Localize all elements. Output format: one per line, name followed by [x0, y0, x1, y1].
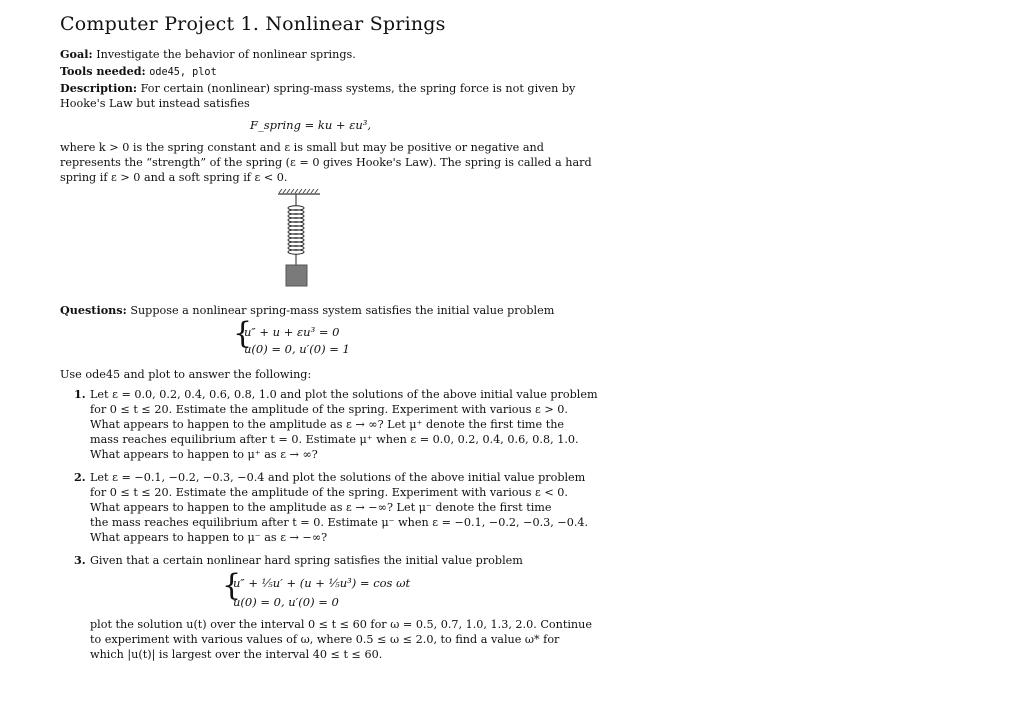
item-3-after-line-3: which |u(t)| is largest over the interval 40 ≤ t ≤ 60. [90, 648, 383, 661]
where-line-3: spring if ε > 0 and a soft spring if ε < 0. [60, 171, 288, 184]
item-1-line-2: for 0 ≤ t ≤ 20. Estimate the amplitude of the spring. Experiment with various ε > 0. [90, 403, 568, 416]
item-2-line-4: the mass reaches equilibrium after t = 0. Estimate μ⁻ when ε = −0.1, −0.2, −0.3, −0.4. [90, 516, 589, 529]
item-1-line-1: Let ε = 0.0, 0.2, 0.4, 0.6, 0.8, 1.0 and plot the solutions of the above initial value problem [90, 388, 598, 401]
ivp1-line-1: u″ + u + εu³ = 0 [244, 325, 340, 339]
questions-text: Suppose a nonlinear spring-mass system satisfies the initial value problem [130, 304, 555, 317]
page-title: Computer Project 1. Nonlinear Springs [60, 13, 446, 35]
ivp2-brace: { [222, 568, 242, 603]
item-3-number: 3. [74, 553, 86, 567]
spring-mass-figure [275, 188, 323, 290]
where-line-2: represents the “strength” of the spring (ε = 0 gives Hooke's Law). The spring is called a hard [60, 156, 592, 169]
item-3-after-line-1: plot the solution u(t) over the interval 0 ≤ t ≤ 60 for ω = 0.5, 0.7, 1.0, 1.3, 2.0. Continue [90, 618, 592, 631]
item-2-line-3: What appears to happen to the amplitude as ε → −∞? Let μ⁻ denote the first time [90, 501, 552, 514]
description-line-2: Hooke's Law but instead satisfies [60, 97, 250, 110]
ceiling-hatch [278, 189, 320, 194]
description-line-1 [60, 81, 575, 96]
questions-label: Questions: [60, 303, 127, 317]
where-line-1: where k > 0 is the spring constant and ε is small but may be positive or negative and [60, 141, 544, 154]
item-1-number: 1. [74, 387, 86, 401]
mass-block [286, 265, 307, 286]
tools-text: ode45, plot [149, 67, 217, 78]
ivp2-line-2: u(0) = 0, u′(0) = 0 [233, 595, 339, 609]
item-3-line-1: Given that a certain nonlinear hard spring satisfies the initial value problem [90, 554, 523, 567]
description-text-1: For certain (nonlinear) spring-mass systems, the spring force is not given by [140, 82, 576, 95]
item-2-line-5: What appears to happen to μ⁻ as ε → −∞? [90, 531, 328, 544]
force-equation: F_spring = ku + εu³, [250, 118, 372, 132]
use-line: Use ode45 and plot to answer the following: [60, 368, 312, 381]
item-3-after-line-2: to experiment with various values of ω, where 0.5 ≤ ω ≤ 2.0, to find a value ω* for [90, 633, 560, 646]
item-2-line-1: Let ε = −0.1, −0.2, −0.3, −0.4 and plot the solutions of the above initial value problem [90, 471, 586, 484]
description-label: Description: [60, 81, 138, 95]
item-1-line-4: mass reaches equilibrium after t = 0. Estimate μ⁺ when ε = 0.0, 0.2, 0.4, 0.6, 0.8, 1.0. [90, 433, 579, 446]
ivp1-brace: { [233, 316, 253, 351]
tools-label: Tools needed: [60, 64, 146, 78]
spring-coil [288, 206, 304, 254]
goal-text: Investigate the behavior of nonlinear springs. [96, 48, 356, 61]
item-1-line-5: What appears to happen to μ⁺ as ε → ∞? [90, 448, 318, 461]
item-2-number: 2. [74, 470, 86, 484]
ivp2-line-1: u″ + ⅕u′ + (u + ⅕u³) = cos ωt [233, 576, 411, 590]
item-1-line-3: What appears to happen to the amplitude as ε → ∞? Let μ⁺ denote the first time the [90, 418, 565, 431]
item-2-line-2: for 0 ≤ t ≤ 20. Estimate the amplitude of the spring. Experiment with various ε < 0. [90, 486, 568, 499]
goal-line [60, 47, 356, 62]
questions-line [60, 303, 554, 318]
ivp1-line-2: u(0) = 0, u′(0) = 1 [244, 342, 350, 356]
goal-label: Goal: [60, 47, 93, 61]
tools-line [60, 64, 217, 80]
